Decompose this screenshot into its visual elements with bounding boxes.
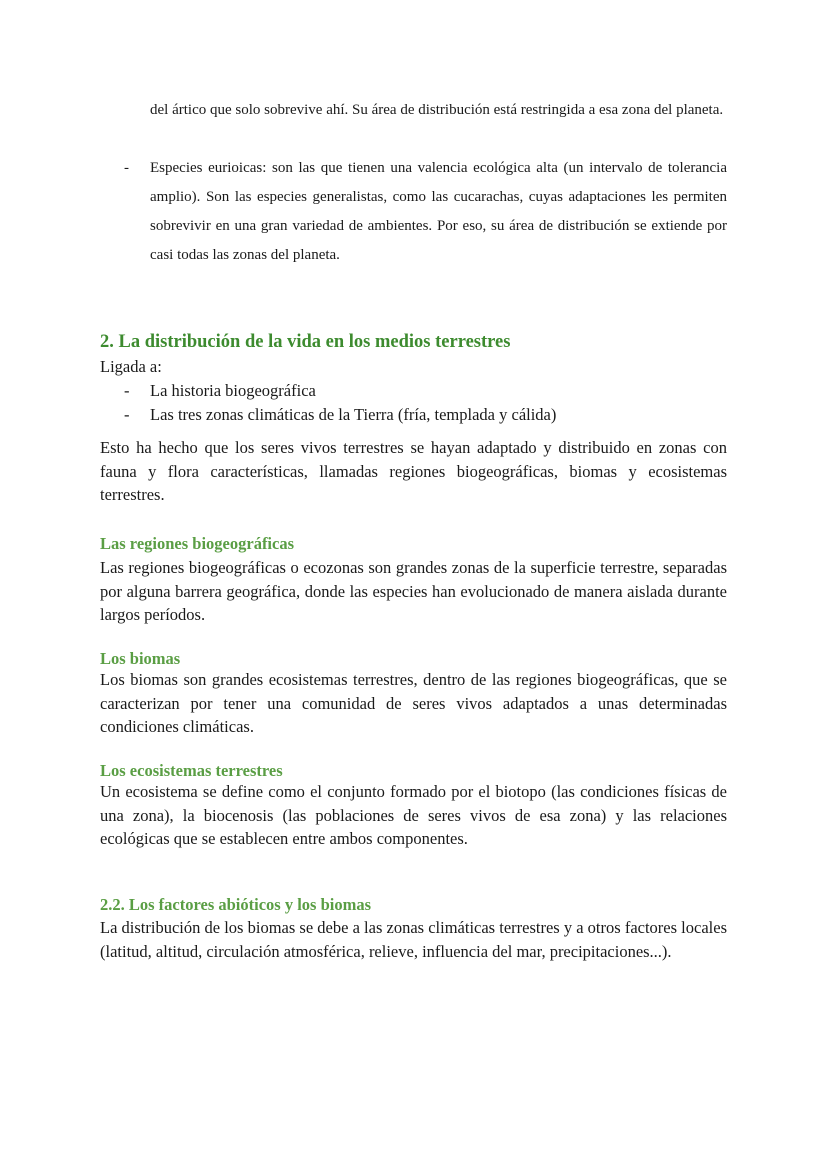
list-item-text: Las tres zonas climáticas de la Tierra (fría, templada y cálida) <box>150 405 557 424</box>
section-heading: 2. La distribución de la vida en los medios terrestres <box>100 332 511 352</box>
subsection-heading-regiones: Las regiones biogeográficas <box>100 534 295 553</box>
section-intro: Ligada a: <box>100 357 162 376</box>
bullet-dash: - <box>124 405 130 424</box>
continuation-paragraph: del ártico que solo sobrevive ahí. Su área de distribución está restringida a esa zona del planeta. <box>150 102 724 118</box>
subsection-paragraph-ecosistemas: Un ecosistema se define como el conjunto formado por el biotopo (las condiciones físicas de una zona), la biocenosis (las poblaciones de seres vivos de esa zona) y las relaciones ecológicas que se establecen entre ambos componentes. <box>100 782 727 848</box>
subsection-paragraph-biomas: Los biomas son grandes ecosistemas terrestres, dentro de las regiones biogeográficas, que se caracterizan por tener una comunidad de seres vivos adaptados a unas determinadas condiciones climáticas. <box>100 670 727 736</box>
subsection-paragraph-regiones: Las regiones biogeográficas o ecozonas son grandes zonas de la superficie terrestre, separadas por alguna barrera geográfica, donde las especies han evolucionado de manera aislada durante largos períodos. <box>100 558 727 624</box>
section-paragraph: Esto ha hecho que los seres vivos terrestres se hayan adaptado y distribuido en zonas con fauna y flora características, llamadas regiones biogeográficas, biomas y ecosistemas terrestres. <box>100 438 727 504</box>
subsection-heading-biomas: Los biomas <box>100 649 181 668</box>
bullet-dash: - <box>124 381 130 400</box>
bullet-dash: - <box>124 160 129 176</box>
subsection-heading-factores: 2.2. Los factores abióticos y los biomas <box>100 895 372 914</box>
list-item-text: La historia biogeográfica <box>150 381 316 400</box>
list-item-text: Especies eurioicas: son las que tienen una valencia ecológica alta (un intervalo de tolerancia amplio). Son las especies generalistas, como las cucarachas, cuyas adaptaciones les permiten sobrevivir en una gran variedad de ambientes. Por eso, su área de distribución se extiende por casi todas las zonas del planeta. <box>150 160 727 263</box>
subsection-heading-ecosistemas: Los ecosistemas terrestres <box>100 761 283 780</box>
subsection-paragraph-factores: La distribución de los biomas se debe a las zonas climáticas terrestres y a otros factores locales (latitud, altitud, circulación atmosférica, relieve, influencia del mar, precipitaciones...). <box>100 918 727 961</box>
